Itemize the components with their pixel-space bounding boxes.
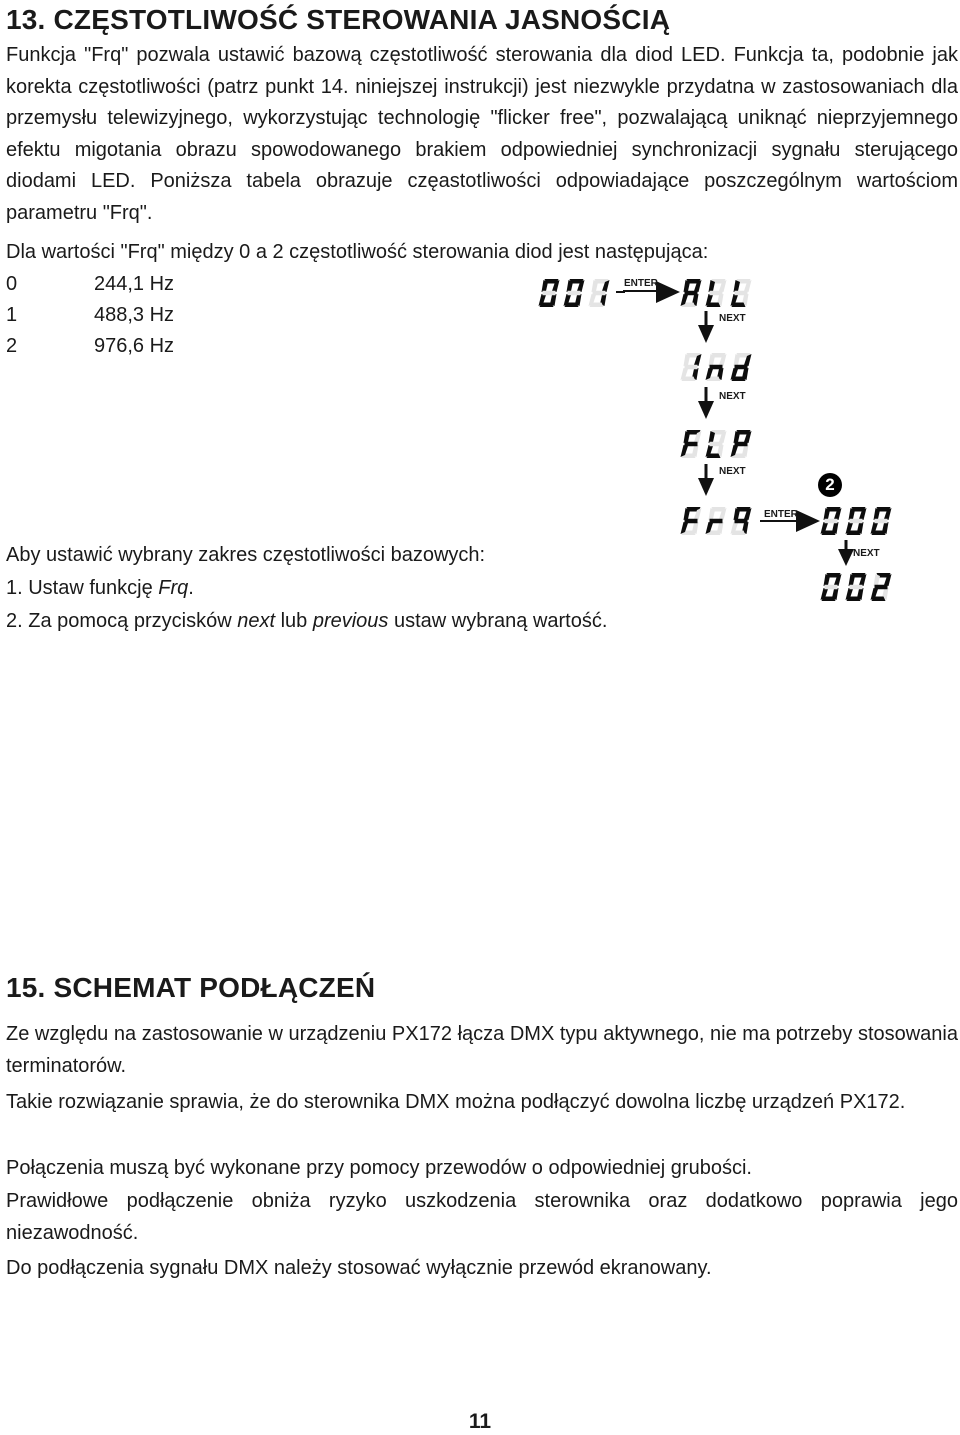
step-2 xyxy=(6,610,607,633)
table-intro: Dla wartości "Frq" między 0 a 2 częstotliwość sterowania diod jest następująca: xyxy=(6,241,709,263)
table-value-2: 2 xyxy=(6,335,18,357)
step-2-previous: previous xyxy=(312,610,389,632)
step-1-suffix: . xyxy=(188,577,194,599)
arrow-enter-1-head xyxy=(656,281,680,303)
table-freq-1: 488,3 Hz xyxy=(94,304,175,326)
label-next-1: NEXT xyxy=(719,313,746,324)
label-next-4: NEXT xyxy=(853,548,880,559)
label-next-2: NEXT xyxy=(719,391,746,402)
step-1-function: Frq xyxy=(158,577,189,599)
section-15-p1: Ze względu na zastosowanie w urządzeniu PX172 łącza DMX typu aktywnego, nie ma potrzeby stosowania terminatorów. xyxy=(6,1023,958,1077)
arrow-enter-2-head xyxy=(796,510,820,532)
step-2-badge: 2 xyxy=(818,473,842,497)
arrow-down-3-head xyxy=(698,478,714,496)
table-freq-2: 976,6 Hz xyxy=(94,335,175,357)
step-2-mid: lub xyxy=(275,610,313,632)
step-2-next: next xyxy=(237,610,276,632)
step-2-suffix: ustaw wybraną wartość. xyxy=(388,610,608,632)
step-1 xyxy=(6,577,194,600)
steps-intro: Aby ustawić wybrany zakres częstotliwości bazowych: xyxy=(6,544,486,566)
section-15-p4: Prawidłowe podłączenie obniża ryzyko uszkodzenia sterownika oraz dodatkowo poprawia jego niezawodność. xyxy=(6,1190,958,1244)
label-next-3: NEXT xyxy=(719,466,746,477)
table-value-0: 0 xyxy=(6,273,18,295)
table-value-1: 1 xyxy=(6,304,18,326)
page-number: 11 xyxy=(468,1410,492,1433)
section-13-intro: Funkcja "Frq" pozwala ustawić bazową częstotliwość sterowania dla diod LED. Funkcja ta, podobnie jak korekta częstotliwości (patrz punkt 14. niniejszej instrukcji) jest niezwykle przydatna w zastosowaniach dla przemysłu telewizyjnego, wykorzystując technologię "flicker free", pozwalającą uniknąć nieprzyjemnego efektu migotania obrazu spowodowanego brakiem odpowiedniej synchronizacji sygnału sterującego diodami LED. Poniższa tabela obrazuje częastotliwości odpowiadające poszczególnym wartościom parametru "Frq". xyxy=(6,44,958,224)
section-15-p5: Do podłączenia sygnału DMX należy stosować wyłącznie przewód ekranowany. xyxy=(6,1257,712,1279)
step-2-prefix: 2. Za pomocą przycisków xyxy=(6,610,238,632)
section-13-title: 13. CZĘSTOTLIWOŚĆ STEROWANIA JASNOŚCIĄ xyxy=(6,4,671,35)
section-15-p2: Takie rozwiązanie sprawia, że do sterownika DMX można podłączyć dowolna liczbę urządzeń PX172. xyxy=(6,1091,906,1113)
label-enter-2: ENTER xyxy=(764,509,798,520)
step-1-prefix: 1. Ustaw funkcję xyxy=(6,577,159,599)
section-15-title: 15. SCHEMAT PODŁĄCZEŃ xyxy=(6,972,376,1003)
arrow-down-1-head xyxy=(698,325,714,343)
arrow-down-4-head xyxy=(838,549,854,566)
label-enter-1: ENTER xyxy=(624,278,658,289)
table-freq-0: 244,1 Hz xyxy=(94,273,175,295)
section-15-p3: Połączenia muszą być wykonane przy pomocy przewodów o odpowiedniej grubości. xyxy=(6,1157,752,1179)
arrow-down-2-head xyxy=(698,401,714,419)
